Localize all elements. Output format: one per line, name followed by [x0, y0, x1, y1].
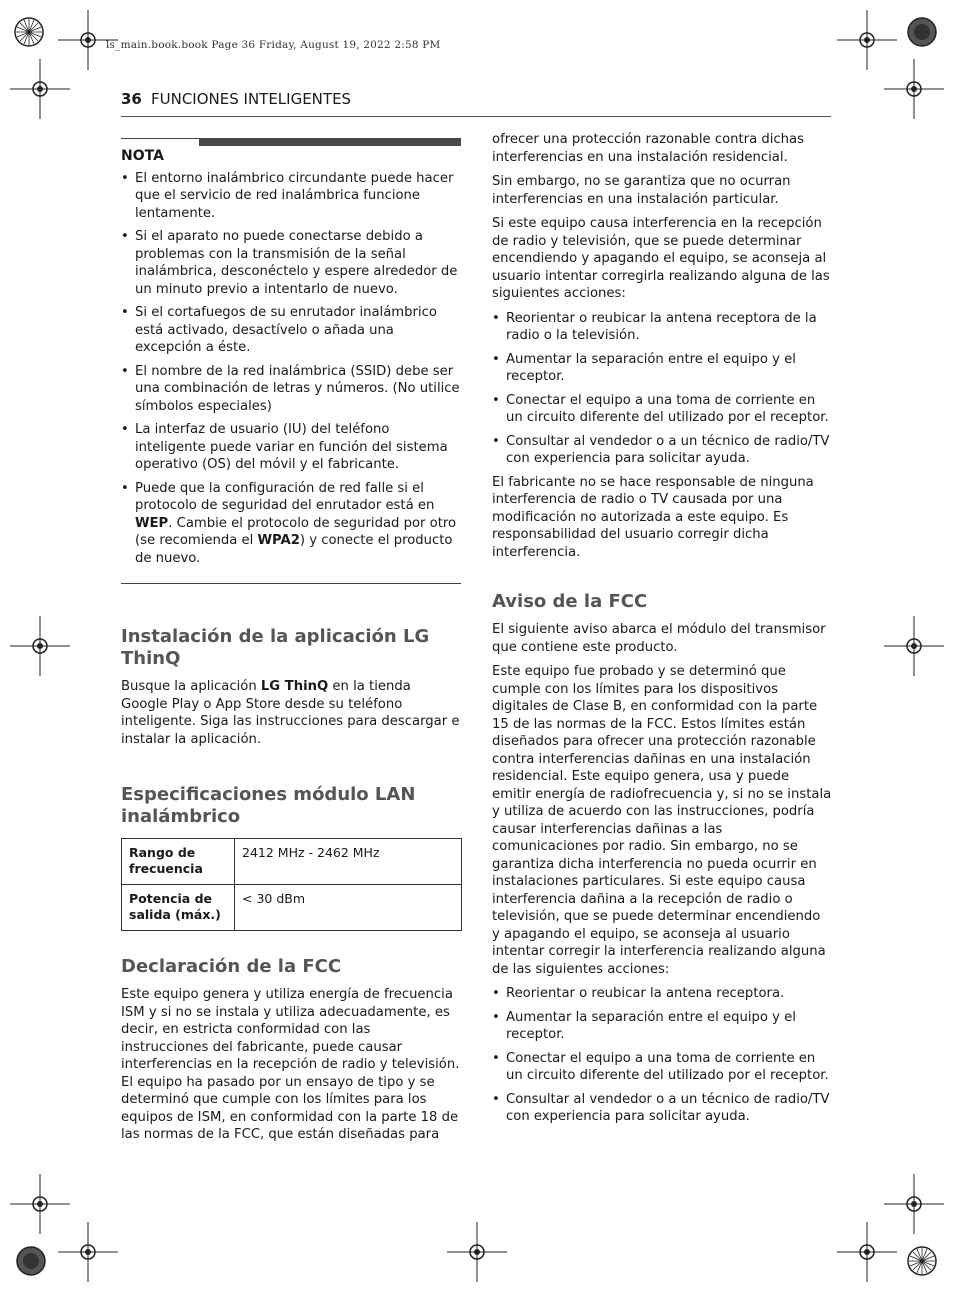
- list-item: • Reorientar o reubicar la antena receptora de la radio o la televisión.: [492, 310, 817, 343]
- install-paragraph: Busque la aplicación LG ThinQ en la tienda Google Play o App Store desde su teléfono inteligente. Siga las instrucciones para descargar e instalar la aplicación.: [121, 679, 460, 747]
- fcc-notice-heading: Aviso de la FCC: [492, 591, 648, 612]
- paragraph-continued: ofrecer una protección razonable contra dichas interferencias en una instalación residencial.: [492, 132, 804, 165]
- registration-circle-bottom-left: [16, 1246, 46, 1276]
- note-list: [121, 170, 461, 568]
- actions-list-2: [492, 985, 832, 1126]
- table-row: [122, 885, 462, 931]
- print-slug: ls_main.book.book Page 36 Friday, August 19, 2022 2:58 PM: [106, 39, 441, 51]
- bullet: •: [492, 392, 500, 408]
- paragraph-interference: Si este equipo causa interferencia en la recepción de radio y televisión, que se puede determinar encendiendo y apagando el equipo, se aconseja al usuario intentar corregirla realizando alguna de las siguientes acciones:: [492, 216, 830, 301]
- crosshair-mark-bottom-right: [837, 1222, 897, 1282]
- spec-value: 2412 MHz - 2462 MHz: [235, 839, 462, 885]
- bullet: •: [492, 433, 500, 449]
- bullet: •: [121, 170, 129, 186]
- install-heading: Instalación de la aplicación LG ThinQ: [121, 626, 430, 669]
- note-item: • La interfaz de usuario (IU) del teléfono inteligente puede variar en función del sistema operativo (OS) del móvil y el fabricante.: [121, 422, 448, 472]
- bullet: •: [492, 351, 500, 367]
- crosshair-mark-right-middle: [884, 616, 944, 676]
- page-number: 36: [121, 90, 142, 108]
- spec-key: Potencia de salida (máx.): [122, 885, 235, 931]
- left-column: [121, 138, 461, 1151]
- note-item: • Si el cortafuegos de su enrutador inalámbrico está activado, desactívelo o añada una excepción a éste.: [121, 305, 437, 355]
- crosshair-mark-bottom-center: [447, 1222, 507, 1282]
- bullet: •: [492, 1009, 500, 1025]
- registration-circle-top-left: [14, 17, 44, 47]
- crosshair-mark-left-middle: [10, 616, 70, 676]
- list-item: • Conectar el equipo a una toma de corriente en un circuito diferente del utilizado por el receptor.: [492, 392, 829, 425]
- specs-heading: Especificaciones módulo LAN inalámbrico: [121, 784, 416, 827]
- list-item: • Consultar al vendedor o a un técnico de radio/TV con experiencia para solicitar ayuda.: [492, 1091, 830, 1124]
- bullet: •: [121, 480, 129, 496]
- note-box: [121, 138, 461, 584]
- bullet: •: [492, 310, 500, 326]
- list-item: • Aumentar la separación entre el equipo y el receptor.: [492, 1009, 796, 1042]
- note-title: NOTA: [121, 148, 164, 164]
- bullet: •: [492, 986, 500, 1001]
- list-item: • Aumentar la separación entre el equipo y el receptor.: [492, 351, 796, 384]
- paragraph-no-guarantee: Sin embargo, no se garantiza que no ocurran interferencias en una instalación particular.: [492, 174, 791, 207]
- bullet: •: [121, 422, 129, 437]
- bullet: •: [121, 305, 129, 320]
- bullet: •: [492, 1050, 500, 1066]
- fcc-declaration-heading: Declaración de la FCC: [121, 956, 342, 977]
- fcc-notice-intro: El siguiente aviso abarca el módulo del transmisor que contiene este producto.: [492, 622, 826, 655]
- page-header: [121, 90, 831, 117]
- actions-list: [492, 310, 832, 468]
- note-rule: [121, 138, 461, 146]
- registration-circle-bottom-right: [907, 1246, 937, 1276]
- bullet: •: [492, 1091, 500, 1107]
- spec-key: Rango de frecuencia: [122, 839, 235, 885]
- note-item: • El entorno inalámbrico circundante puede hacer que el servicio de red inalámbrica funcione lentamente.: [121, 170, 454, 221]
- registration-circle-top-right: [907, 17, 937, 47]
- crosshair-mark-bottom-left: [58, 1222, 118, 1282]
- section-title: FUNCIONES INTELIGENTES: [151, 90, 352, 108]
- note-item: • Si el aparato no puede conectarse debido a problemas con la transmisión de la señal inalámbrica, desconéctelo y espere alrededor de un minuto previo a intentarlo de nuevo.: [121, 229, 458, 297]
- crosshair-mark-right-upper: [884, 59, 944, 119]
- spec-value: < 30 dBm: [235, 885, 462, 931]
- note-item: • El nombre de la red inalámbrica (SSID) debe ser una combinación de letras y números. (No utilice símbolos especiales): [121, 363, 460, 414]
- paragraph-manufacturer: El fabricante no se hace responsable de ninguna interferencia de radio o TV causada por una modificación no autorizada a este equipo. Es responsabilidad del usuario corregir dicha interferencia.: [492, 474, 814, 560]
- bullet: •: [121, 229, 129, 244]
- list-item: • Reorientar o reubicar la antena receptora.: [492, 986, 785, 1001]
- bullet: •: [121, 363, 129, 379]
- right-column: [492, 131, 832, 1132]
- list-item: • Consultar al vendedor o a un técnico de radio/TV con experiencia para solicitar ayuda.: [492, 433, 830, 466]
- table-row: [122, 839, 462, 885]
- fcc-notice-text: Este equipo fue probado y se determinó que cumple con los límites para los dispositivos digitales de Clase B, en conformidad con la parte 15 de las normas de la FCC. Estos límites están diseñados para ofrecer una protección razonable contra interferencias dañinas en una instalación residencial. Este equipo genera, usa y puede emitir energía de radiofrecuencia y, si no se instala y utiliza de acuerdo con las instrucciones, podría causar interferencias dañinas a las comunicaciones por radio. Sin embargo, no se garantiza dicha interferencia no pueda ocurrir en instalaciones particulares. Si este equipo causa interferencia dañina a la recepción de radio o televisión, que se puede determinar encendiendo y apagando el equipo, se aconseja al usuario intentar corregir la interferencia realizando alguna de las siguientes acciones:: [492, 664, 832, 977]
- fcc-declaration-text: Este equipo genera y utiliza energía de frecuencia ISM y si no se instala y utiliza adecuadamente, es decir, en estricta conformidad con las instrucciones del fabricante, puede causar interferencias en la recepción de radio y televisión. El equipo ha pasado por un ensayo de tipo y se determinó que cumple con los límites para los equipos de ISM, en conformidad con la parte 18 de las normas de la FCC, que están diseñadas para: [121, 987, 460, 1142]
- note-item: • Puede que la configuración de red falle si el protocolo de seguridad del enrutador está en WEP. Cambie el protocolo de seguridad por otro (se recomienda el WPA2) y conecte el producto de nuevo.: [121, 480, 457, 566]
- list-item: • Conectar el equipo a una toma de corriente en un circuito diferente del utilizado por el receptor.: [492, 1050, 829, 1083]
- crosshair-mark-left-upper: [10, 59, 70, 119]
- specs-table: [121, 838, 462, 931]
